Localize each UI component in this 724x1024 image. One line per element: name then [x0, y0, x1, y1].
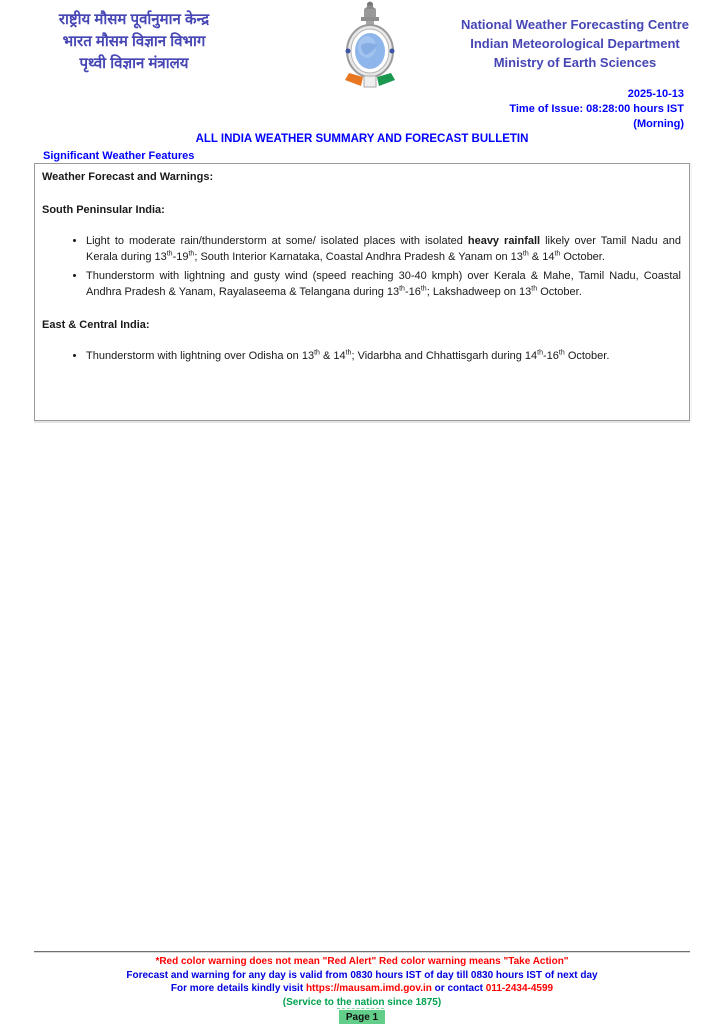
footer — [34, 951, 690, 1024]
issue-session: (Morning) — [633, 118, 684, 130]
org-name-hindi-line2: भारत मौसम विज्ञान विभाग — [62, 33, 206, 50]
page-title: ALL INDIA WEATHER SUMMARY AND FORECAST BULLETIN — [195, 133, 529, 145]
forecast-warnings-box — [34, 163, 690, 421]
org-name-hindi-line1: राष्ट्रीय मौसम पूर्वानुमान केन्द्र — [58, 11, 210, 28]
issue-info — [284, 87, 684, 132]
org-name-hindi — [28, 9, 240, 75]
mausam-website-link[interactable]: https://mausam.imd.gov.in — [305, 983, 432, 994]
page-number-badge: Page 1 — [339, 1010, 385, 1024]
org-name-hindi-line3: पृथ्वी विज्ञान मंत्रालय — [79, 55, 189, 72]
org-name-english-line2: Indian Meteorological Department — [470, 36, 680, 51]
org-name-english-line3: Ministry of Earth Sciences — [493, 55, 657, 70]
footer-service-line: (Service to the nation since 1875) — [282, 996, 442, 1008]
org-name-english — [448, 15, 702, 72]
region-heading-south-peninsular: South Peninsular India: — [42, 204, 165, 216]
footer-validity-note: Forecast and warning for any day is valid from 0830 hours IST of day till 0830 hours IST of next day — [126, 969, 598, 981]
significant-weather-features-label: Significant Weather Features — [43, 150, 195, 162]
bullet-item: • Thunderstorm with lightning and gusty wind (speed reaching 30-40 kmph) over Kerala & Mahe, Tamil Nadu, Coastal Andhra Pradesh & Yanam, Rayalaseema & Telangana during 13th-16th; Lakshadweep on 13th October. — [86, 268, 682, 300]
footer-warning-note: *Red color warning does not mean "Red Alert" Red color warning means "Take Action" — [155, 956, 569, 967]
bullet-item: • Thunderstorm with lightning over Odisha on 13th & 14th; Vidarbha and Chhattisgarh during 14th-16th October. — [86, 348, 682, 364]
bullet-item: • Light to moderate rain/thunderstorm at some/ isolated places with isolated heavy rainfall likely over Tamil Nadu and Kerala during 13th-19th; South Interior Karnataka, Coastal Andhra Pradesh & Yanam on 13th & 14th October. — [86, 233, 682, 265]
issue-time: Time of Issue: 08:28:00 hours IST — [509, 103, 684, 115]
south-peninsular-bullet-list — [42, 233, 682, 300]
box-heading: Weather Forecast and Warnings: — [42, 171, 214, 183]
issue-date: 2025-10-13 — [627, 88, 684, 100]
org-name-english-line1: National Weather Forecasting Centre — [460, 17, 690, 32]
footer-contact-line: For more details kindly visit https://mausam.imd.gov.in or contact 011-2434-4599 — [170, 983, 554, 994]
region-heading-east-central: East & Central India: — [42, 319, 150, 331]
east-central-bullet-list — [42, 348, 682, 364]
imd-emblem-logo-icon — [337, 1, 403, 89]
